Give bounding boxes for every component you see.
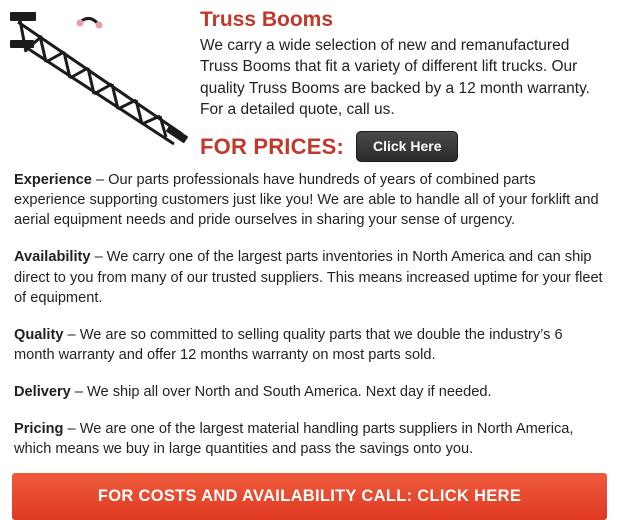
section-quality-lead: Quality: [14, 326, 64, 343]
truss-boom-illustration: [6, 6, 196, 156]
prices-row: [200, 131, 609, 162]
section-availability-lead: Availability: [14, 249, 91, 266]
section-pricing-text: – We are one of the largest material handling parts suppliers in North America, which means we buy in large quantities and pass the savings onto you.: [14, 421, 574, 458]
intro-paragraph: We carry a wide selection of new and remanufactured Truss Booms that fit a variety of different lift trucks. Our quality Truss Booms are backed by a 12 month warranty. For a detailed quote, call us.: [200, 37, 590, 118]
section-availability-text: – We carry one of the largest parts inventories in North America and can ship direct to you from many of our trusted suppliers. This means increased uptime for your fleet of equipment.: [14, 249, 603, 306]
section-experience: [14, 170, 605, 230]
section-pricing-lead: Pricing: [14, 421, 64, 438]
truss-boom-icon: [6, 6, 196, 156]
intro-block: [196, 6, 609, 162]
click-here-button[interactable]: Click Here: [356, 131, 458, 162]
for-prices-label: FOR PRICES:: [200, 133, 344, 159]
section-pricing: [14, 419, 605, 459]
section-experience-lead: Experience: [14, 172, 92, 189]
section-availability: [14, 247, 605, 307]
benefits-list: [0, 162, 619, 459]
section-experience-text: – Our parts professionals have hundreds of years of combined parts experience supporting customers just like you! We are able to handle all of your forklift and aerial equipment needs and pride ourselves in sharing your sense of urgency.: [14, 172, 599, 229]
section-delivery-lead: Delivery: [14, 384, 71, 401]
section-delivery-text: – We ship all over North and South America. Next day if needed.: [70, 384, 492, 401]
cta-call-button[interactable]: FOR COSTS AND AVAILABILITY CALL: CLICK HERE: [12, 473, 607, 520]
section-quality-text: – We are so committed to selling quality parts that we double the industry’s 6 month warranty and offer 12 months warranty on most parts sold.: [14, 326, 563, 363]
hero-section: [0, 0, 619, 162]
page-title: Truss Booms: [200, 8, 334, 31]
section-delivery: [14, 382, 605, 402]
cta-wrapper: [0, 473, 619, 520]
section-quality: [14, 325, 605, 365]
